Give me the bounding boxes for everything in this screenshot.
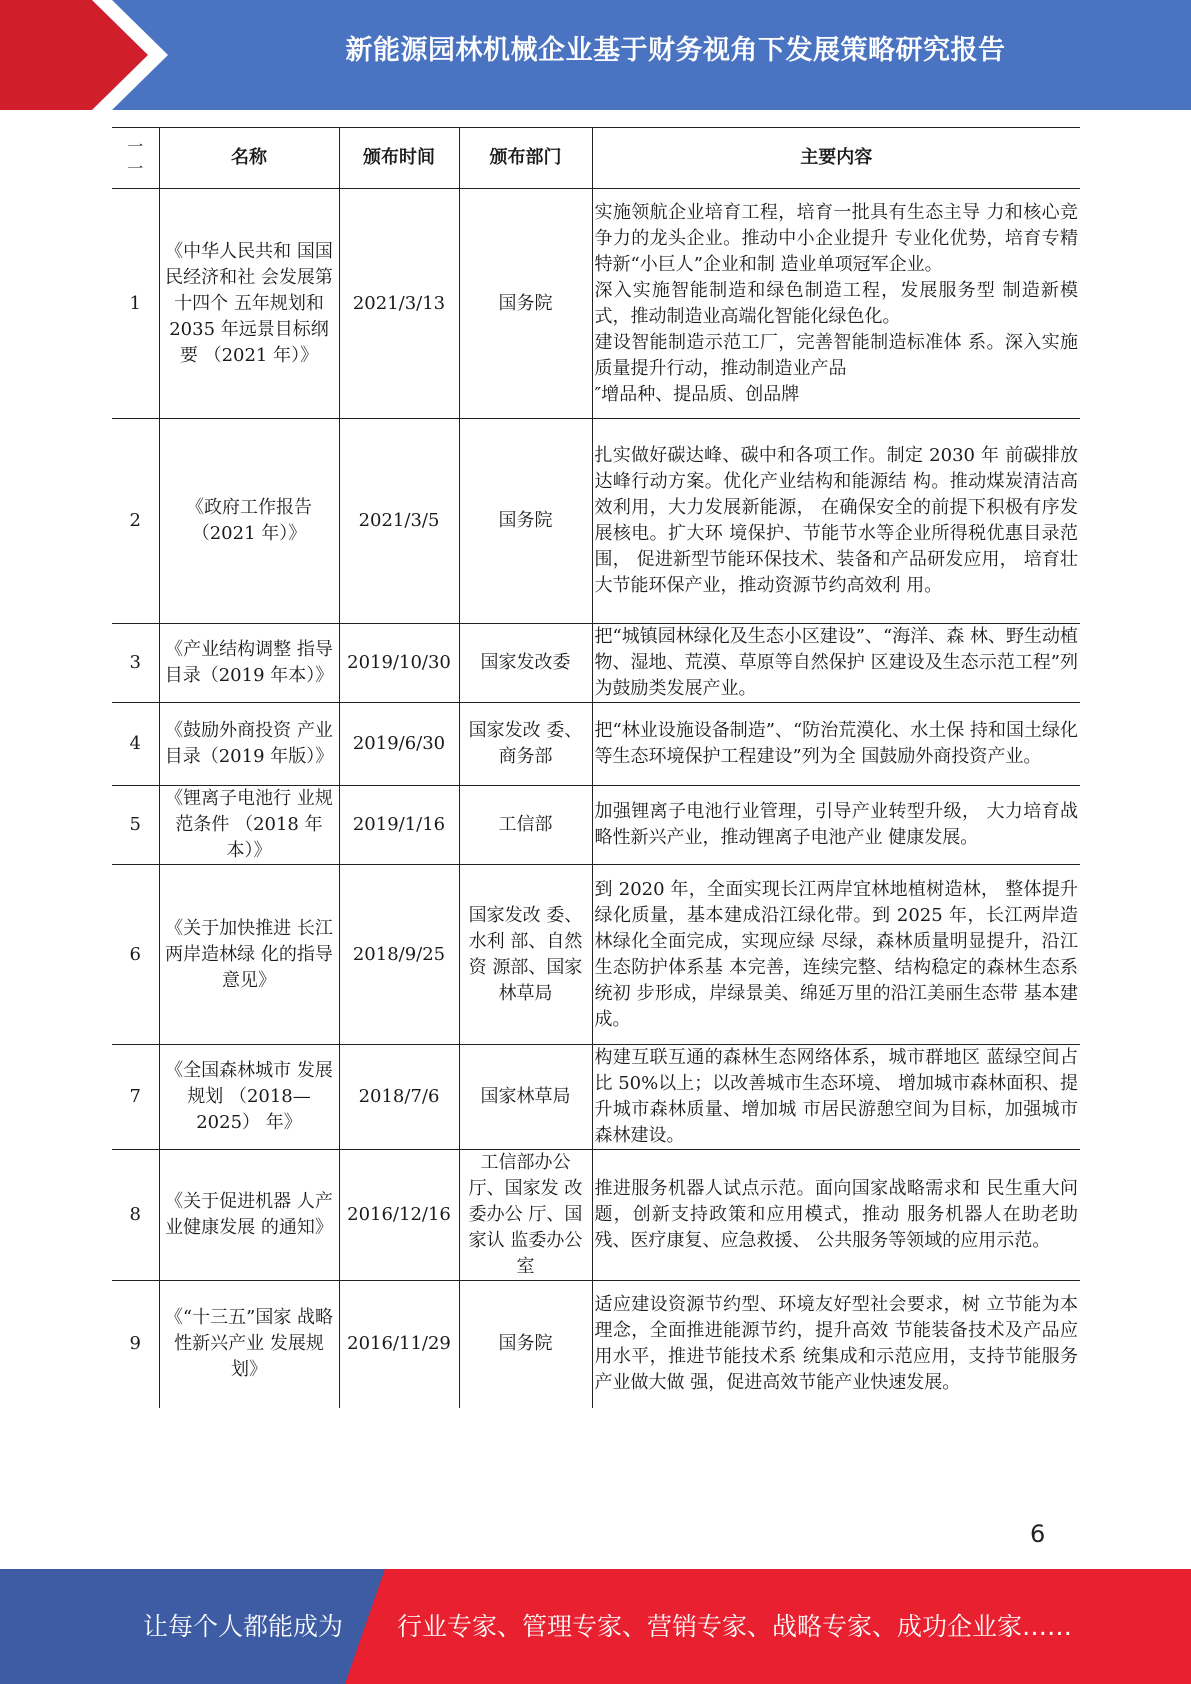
main-content — [592, 624, 1080, 703]
issuing-department: 国家发改 委、水利 部、自然资 源部、国家 林草局 — [459, 865, 592, 1045]
main-content — [592, 703, 1080, 786]
content-paragraph: ″增品种、提品质、创品牌 — [594, 383, 800, 405]
policy-name: 《全国森林城市 发展规划 （2018—2025） 年》 — [159, 1045, 339, 1150]
main-content — [592, 419, 1080, 624]
policy-name: 《关于加快推进 长江两岸造林绿 化的指导意见》 — [159, 865, 339, 1045]
policy-name: 《锂离子电池行 业规范条件 （2018 年本）》 — [159, 786, 339, 865]
table-row — [112, 624, 1080, 703]
main-content — [592, 1150, 1080, 1281]
column-header-name: 名称 — [159, 128, 339, 189]
issuing-department: 国家发改 委、商务部 — [459, 703, 592, 786]
issue-date: 2019/1/16 — [339, 786, 459, 865]
table-row — [112, 189, 1080, 419]
table-row — [112, 703, 1080, 786]
issuing-department: 工信部 — [459, 786, 592, 865]
table-row — [112, 419, 1080, 624]
policy-name: 《鼓励外商投资 产业目录（2019 年版）》 — [159, 703, 339, 786]
main-content — [592, 189, 1080, 419]
row-index: 9 — [112, 1281, 159, 1408]
issuing-department: 国家林草局 — [459, 1045, 592, 1150]
content-paragraph: 实施领航企业培育工程，培育一批具有生态主导 力和核心竞争力的龙头企业。推动中小企业提升 专业化优势，培育专精特新“小巨人”企业和制 造业单项冠军企业。 — [594, 201, 1078, 275]
policy-name: 《政府工作报告 （2021 年）》 — [159, 419, 339, 624]
column-header-index-text: 一 一 — [127, 137, 144, 178]
table-row — [112, 1281, 1080, 1408]
footer-banner — [0, 1569, 1191, 1684]
content-paragraph: 构建互联互通的森林生态网络体系，城市群地区 蓝绿空间占比 50%以上；以改善城市生态环境、 增加城市森林面积、提升城市森林质量、增加城 市居民游憩空间为目标，加强城市森林建设。 — [594, 1047, 1078, 1146]
main-content — [592, 1281, 1080, 1408]
policy-table — [112, 127, 1080, 1408]
row-index: 2 — [112, 419, 159, 624]
content-paragraph: 适应建设资源节约型、环境友好型社会要求，树 立节能为本理念，全面推进能源节约，提升高效 节能装备技术及产品应用水平，推进节能技术系 统集成和示范应用，支持节能服务产业做大做 强，促进高效节能产业快速发展。 — [594, 1294, 1078, 1394]
policy-name: 《中华人民共和 国国民经济和社 会发展第十四个 五年规划和 2035 年远景目标纲要 （2021 年）》 — [159, 189, 339, 419]
row-index: 1 — [112, 189, 159, 419]
column-header-content: 主要内容 — [592, 128, 1080, 189]
content-paragraph: 把“城镇园林绿化及生态小区建设”、“海洋、森 林、野生动植物、湿地、荒漠、草原等自然保护 区建设及生态示范工程”列为鼓励类发展产业。 — [594, 626, 1078, 699]
issue-date: 2018/7/6 — [339, 1045, 459, 1150]
column-header-date: 颁布时间 — [339, 128, 459, 189]
row-index: 5 — [112, 786, 159, 865]
row-index: 4 — [112, 703, 159, 786]
policy-name: 《产业结构调整 指导目录（2019 年本）》 — [159, 624, 339, 703]
issue-date: 2016/12/16 — [339, 1150, 459, 1281]
row-index: 3 — [112, 624, 159, 703]
content-paragraph: 把“林业设施设备制造”、“防治荒漠化、水土保 持和国土绿化等生态环境保护工程建设”列为全 国鼓励外商投资产业。 — [594, 720, 1078, 767]
policy-name: 《关于促进机器 人产业健康发展 的通知》 — [159, 1150, 339, 1281]
policy-name: 《“十三五”国家 战略性新兴产业 发展规划》 — [159, 1281, 339, 1408]
issuing-department: 国家发改委 — [459, 624, 592, 703]
column-header-dept: 颁布部门 — [459, 128, 592, 189]
content-paragraph: 推进服务机器人试点示范。面向国家战略需求和 民生重大问题，创新支持政策和应用模式，推动 服务机器人在助老助残、医疗康复、应急救援、 公共服务等领域的应用示范。 — [594, 1178, 1078, 1251]
issue-date: 2021/3/13 — [339, 189, 459, 419]
issue-date: 2019/10/30 — [339, 624, 459, 703]
content-paragraph: 到 2020 年，全面实现长江两岸宜林地植树造林， 整体提升绿化质量，基本建成沿江绿化带。到 2025 年，长江两岸造林绿化全面完成，实现应绿 尽绿，森林质量明显提升，沿江生态防护体系基 本完善，连续完整、结构稳定的森林生态系统初 步形成，岸绿景美、绵延万里的沿江美丽生态带 基本建成。 — [594, 878, 1078, 1030]
content-paragraph: 建设智能制造示范工厂，完善智能制造标准体 系。深入实施质量提升行动，推动制造业产品 — [594, 331, 1078, 379]
row-index: 6 — [112, 865, 159, 1045]
content-paragraph: 扎实做好碳达峰、碳中和各项工作。制定 2030 年 前碳排放达峰行动方案。优化产业结构和能源结 构。推动煤炭清洁高效利用，大力发展新能源， 在确保安全的前提下积极有序发展核电。扩大环 境保护、节能节水等企业所得税优惠目录范围， 促进新型节能环保技术、装备和产品研发应用， 培育壮大节能环保产业，推动资源节约高效利 用。 — [594, 445, 1078, 596]
content-paragraph: 深入实施智能制造和绿色制造工程，发展服务型 制造新模式，推动制造业高端化智能化绿色化。 — [594, 279, 1078, 327]
issue-date: 2021/3/5 — [339, 419, 459, 624]
main-content — [592, 1045, 1080, 1150]
issuing-department: 国务院 — [459, 189, 592, 419]
table-row — [112, 865, 1080, 1045]
issue-date: 2019/6/30 — [339, 703, 459, 786]
table-header-row — [112, 128, 1080, 189]
main-content — [592, 865, 1080, 1045]
footer-slogan-left: 让每个人都能成为 — [143, 1612, 344, 1641]
row-index: 8 — [112, 1150, 159, 1281]
row-index: 7 — [112, 1045, 159, 1150]
table-row — [112, 1150, 1080, 1281]
main-content — [592, 786, 1080, 865]
footer-slogan-right: 行业专家、管理专家、营销专家、战略专家、成功企业家…… — [397, 1612, 1073, 1641]
issuing-department: 国务院 — [459, 1281, 592, 1408]
issuing-department: 工信部办公 厅、国家发 改委办公 厅、国家认 监委办公室 — [459, 1150, 592, 1281]
issue-date: 2016/11/29 — [339, 1281, 459, 1408]
issuing-department: 国务院 — [459, 419, 592, 624]
table-row — [112, 1045, 1080, 1150]
column-header-index — [112, 128, 159, 189]
issue-date: 2018/9/25 — [339, 865, 459, 1045]
content-paragraph: 加强锂离子电池行业管理，引导产业转型升级， 大力培育战略性新兴产业，推动锂离子电池产业 健康发展。 — [594, 801, 1078, 848]
document-title: 新能源园林机械企业基于财务视角下发展策略研究报告 — [345, 35, 1006, 66]
page-number: 6 — [1030, 1520, 1046, 1548]
table-row — [112, 786, 1080, 865]
